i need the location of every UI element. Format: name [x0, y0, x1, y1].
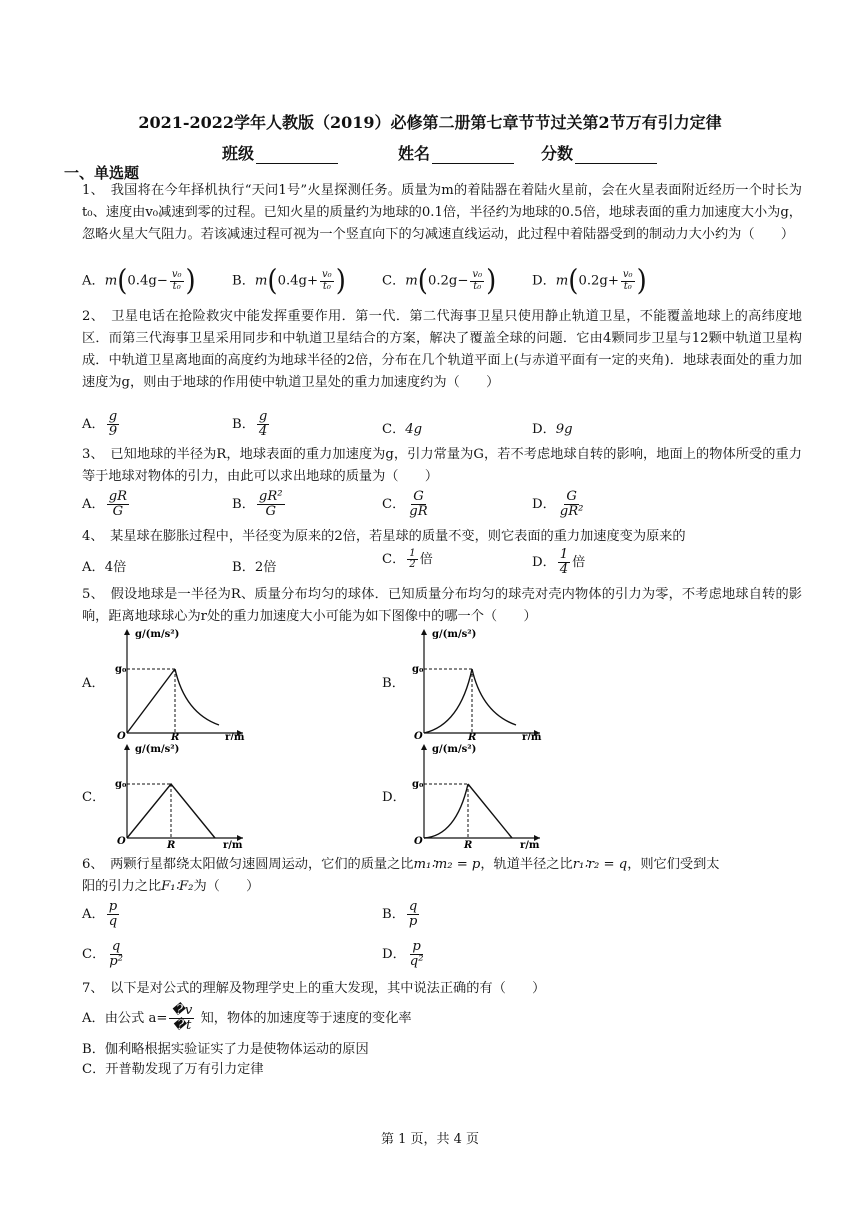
option-value: 2倍 — [254, 560, 277, 575]
frac-den: q² — [409, 953, 424, 969]
frac-num: 1 — [409, 547, 416, 559]
y-axis-label: g/(m/s²) — [135, 744, 180, 755]
curve-inside — [127, 669, 175, 733]
option-label: B． — [232, 560, 255, 575]
curve-outside — [468, 784, 512, 838]
x-axis-label: r/m — [225, 732, 245, 740]
frac-den: 9 — [108, 423, 118, 439]
option-label: C． — [382, 496, 406, 512]
q1-option-b: B．m(0.4g+ $\frac{\text{v₀}}{\text{t₀}}$ ) — [232, 264, 346, 298]
frac-den: �t — [172, 1017, 192, 1033]
frac-num: 1 — [559, 547, 569, 562]
r-label: R — [171, 732, 180, 740]
option-label: C． — [382, 273, 406, 289]
option-label: D． — [382, 946, 406, 962]
question-5-text: 5、 假设地球是一半径为R、质量分布均匀的球体．已知质量分布均匀的球壳对壳内物体的引力为零，不考虑地球自转的影响，距离地球球心为r处的重力加速度大小可能为如下图像中的哪一个（ ） — [82, 587, 802, 624]
g0-label: g₀ — [115, 664, 127, 675]
curve-inside — [424, 784, 468, 838]
frac-num: v₀ — [622, 269, 633, 280]
question-1-text: 1、 我国将在今年择机执行“天问1号”火星探测任务。质量为m的着陆器在着陆火星前，会在火星表面附近经历一个时长为t₀、速度由v₀减速到零的过程。已知火星的质量约为地球的0.1倍，半径约为地球的0.5倍，地球表面的重力加速度大小为g，忽略火星大气阻力。若该减速过程可视为一个竖直向下的匀减速直线运动，此过程中着陆器受到的制动力大小约为（ ） — [82, 183, 802, 242]
frac-den: t₀ — [172, 280, 181, 292]
frac-num: gR² — [258, 489, 283, 504]
q4-option-d — [532, 548, 585, 577]
frac-den: 4 — [258, 423, 268, 439]
frac-num: v₀ — [171, 269, 182, 280]
q6-option-c — [82, 940, 127, 969]
name-field — [398, 141, 514, 164]
graph-c — [115, 740, 250, 855]
frac-num: g — [258, 409, 268, 424]
class-field — [222, 141, 338, 164]
option-suffix: 倍 — [419, 552, 433, 567]
q6-text-post: ，则它们受到太 — [627, 857, 720, 872]
graph-b — [412, 625, 547, 740]
frac-num: q — [111, 939, 121, 954]
document-title: 2021-2022学年人教版（2019）必修第二册第七章节节过关第2节万有引力定律 — [138, 113, 722, 132]
y-axis-label: g/(m/s²) — [432, 629, 477, 640]
section-heading: 一、单选题 — [64, 164, 140, 182]
option-label: A． — [82, 416, 105, 432]
frac-num: v₀ — [472, 269, 483, 280]
score-blank — [575, 149, 657, 164]
y-axis-arrow — [124, 744, 130, 750]
g0-label: g₀ — [412, 779, 424, 790]
frac-den: t₀ — [322, 280, 331, 292]
frac-num: gR — [108, 489, 128, 504]
option-value: 4g — [405, 422, 423, 437]
q6-radius-ratio: r₁∶r₂ = q — [572, 857, 628, 872]
q7-option-b: B．伽利略根据实验证实了力是使物体运动的原因 — [82, 1042, 369, 1057]
frac-num: p — [412, 939, 421, 954]
name-blank — [432, 149, 514, 164]
origin-label: O — [117, 836, 126, 847]
graph-a — [115, 625, 250, 740]
option-label: B． — [232, 496, 255, 512]
curve-inside — [424, 669, 472, 733]
option-label: D． — [532, 554, 556, 570]
x-axis-label: r/m — [522, 732, 542, 740]
q6-option-a — [82, 900, 121, 929]
q4-option-a — [82, 556, 126, 575]
q6-line2-pre: 阳的引力之比 — [82, 879, 162, 894]
x-axis-label: r/m — [520, 840, 540, 851]
option-expr: 0.2g− — [427, 273, 469, 289]
r-label: R — [167, 840, 176, 851]
q3-option-b — [232, 490, 287, 519]
r-label: R — [468, 732, 477, 740]
frac-num: p — [108, 899, 118, 914]
option-value: 4倍 — [104, 560, 127, 575]
q4-option-b — [232, 556, 276, 575]
option-expr: 0.4g− — [127, 273, 168, 289]
frac-den: t₀ — [623, 280, 632, 292]
score-label: 分数 — [541, 144, 574, 163]
question-3-text: 3、 已知地球的半径为R，地球表面的重力加速度为g，引力常量为G，若不考虑地球自转的影响，地面上的物体所受的重力等于地球对物体的引力，由此可以求出地球的质量为（ ） — [82, 447, 802, 484]
frac-num: g — [108, 409, 118, 424]
question-6-text — [82, 854, 802, 898]
option-label: C． — [382, 552, 406, 567]
g0-label: g₀ — [412, 664, 424, 675]
option-label: D． — [532, 422, 556, 437]
option-label: B． — [232, 416, 255, 432]
q1-option-c: C．m(0.2g− $\frac{\text{v₀}}{\text{t₀}}$ ) — [382, 264, 497, 298]
q5-option-d-label: D． — [382, 790, 406, 805]
question-4-text: 4、 某星球在膨胀过程中，半径变为原来的2倍，若星球的质量不变，则它表面的重力加速度变为原来的 — [82, 529, 686, 544]
option-label: C． — [382, 422, 406, 437]
frac-num: v₀ — [322, 269, 332, 280]
class-label: 班级 — [222, 144, 255, 163]
q2-option-a — [82, 410, 121, 439]
g0-label: g₀ — [115, 779, 127, 790]
option-a-post: 知，物体的加速度等于速度的变化率 — [196, 1010, 412, 1026]
frac-den: gR² — [559, 503, 584, 519]
q6-option-d — [382, 940, 428, 969]
q2-option-c — [382, 418, 422, 437]
q5-option-a-label: A． — [82, 676, 105, 691]
q1-option-a: A．m(0.4g− $\frac{\text{v₀}}{\text{t₀}}$ ) — [82, 264, 196, 298]
y-axis-arrow — [421, 629, 427, 635]
frac-den: t₀ — [473, 280, 482, 292]
option-label: B． — [382, 906, 405, 922]
option-label: D． — [532, 273, 556, 289]
q1-option-d: D．m(0.2g+ $\frac{\text{v₀}}{\text{t₀}}$ ) — [532, 264, 647, 298]
option-label: C． — [82, 946, 106, 962]
q6-text-mid: ，轨道半径之比 — [480, 857, 573, 872]
frac-num: q — [408, 899, 418, 914]
option-value: 9g — [555, 422, 573, 437]
q6-line2-post: 为（ ） — [193, 879, 260, 894]
frac-num: �v — [171, 1003, 193, 1018]
option-label: D． — [532, 496, 556, 512]
y-axis-arrow — [124, 629, 130, 635]
q3-option-d — [532, 490, 587, 519]
frac-den: gR — [409, 503, 428, 519]
frac-num: G — [566, 489, 577, 504]
origin-label: O — [414, 731, 423, 740]
question-2-text: 2、 卫星电话在抢险救灾中能发挥重要作用．第一代．第二代海事卫星只使用静止轨道卫星，不能覆盖地球上的高纬度地区．而第三代海事卫星采用同步和中轨道卫星结合的方案，解决了覆盖全球的问题．它由4颗同步卫星与12颗中轨道卫星构成．中轨道卫星离地面的高度约为地球半径的2倍，分布在几个轨道平面上(与赤道平面有一定的夹角)．地球表面处的重力加速度为g，则由于地球的作用使中轨道卫星处的重力加速度约为（ ） — [82, 309, 802, 390]
option-expr: 0.2g+ — [578, 273, 619, 289]
frac-den: p — [408, 913, 418, 929]
q6-text-pre: 6、 两颗行星都绕太阳做匀速圆周运动，它们的质量之比 — [82, 857, 414, 872]
q2-option-d — [532, 418, 573, 437]
option-label: A． — [82, 560, 105, 575]
option-suffix: 倍 — [572, 554, 586, 570]
r-label: R — [464, 840, 473, 851]
name-label: 姓名 — [398, 144, 431, 163]
option-label: A． — [82, 496, 105, 512]
y-axis-label: g/(m/s²) — [432, 744, 477, 755]
option-label: B． — [232, 273, 255, 289]
frac-den: G — [112, 503, 124, 519]
q6-mass-ratio: m₁∶m₂ = p — [413, 857, 481, 872]
page-footer: 第 1 页，共 4 页 — [380, 1132, 480, 1147]
q5-option-c-label: C． — [82, 790, 106, 805]
q6-option-b — [382, 900, 421, 929]
y-axis-arrow — [421, 744, 427, 750]
curve-outside — [175, 669, 219, 725]
option-expr: 0.4g+ — [277, 273, 319, 289]
origin-label: O — [117, 731, 126, 740]
frac-den: p² — [109, 953, 124, 969]
frac-den: 2 — [409, 559, 416, 570]
q2-option-b — [232, 410, 271, 439]
option-a-pre: A．由公式 a= — [82, 1010, 168, 1026]
frac-den: G — [265, 503, 276, 519]
option-label: A． — [82, 906, 105, 922]
y-axis-label: g/(m/s²) — [135, 629, 180, 640]
q4-option-c — [382, 548, 433, 571]
frac-den: 4 — [559, 561, 569, 577]
q5-option-b-label: B． — [382, 676, 405, 691]
curve-outside — [472, 669, 516, 725]
class-blank — [256, 149, 338, 164]
option-label: A． — [82, 273, 105, 289]
graph-d — [412, 740, 547, 855]
frac-den: q — [108, 913, 118, 929]
q3-option-a — [82, 490, 131, 519]
origin-label: O — [414, 836, 423, 847]
q3-option-c — [382, 490, 432, 519]
x-axis-label: r/m — [223, 840, 243, 851]
frac-num: G — [413, 489, 424, 504]
question-7-text: 7、 以下是对公式的理解及物理学史上的重大发现，其中说法正确的有（ ） — [82, 981, 546, 996]
score-field — [541, 141, 657, 164]
q7-option-c: C．开普勒发现了万有引力定律 — [82, 1062, 264, 1077]
q7-option-a — [82, 1004, 412, 1033]
q6-force-ratio: F₁∶F₂ — [161, 879, 194, 894]
